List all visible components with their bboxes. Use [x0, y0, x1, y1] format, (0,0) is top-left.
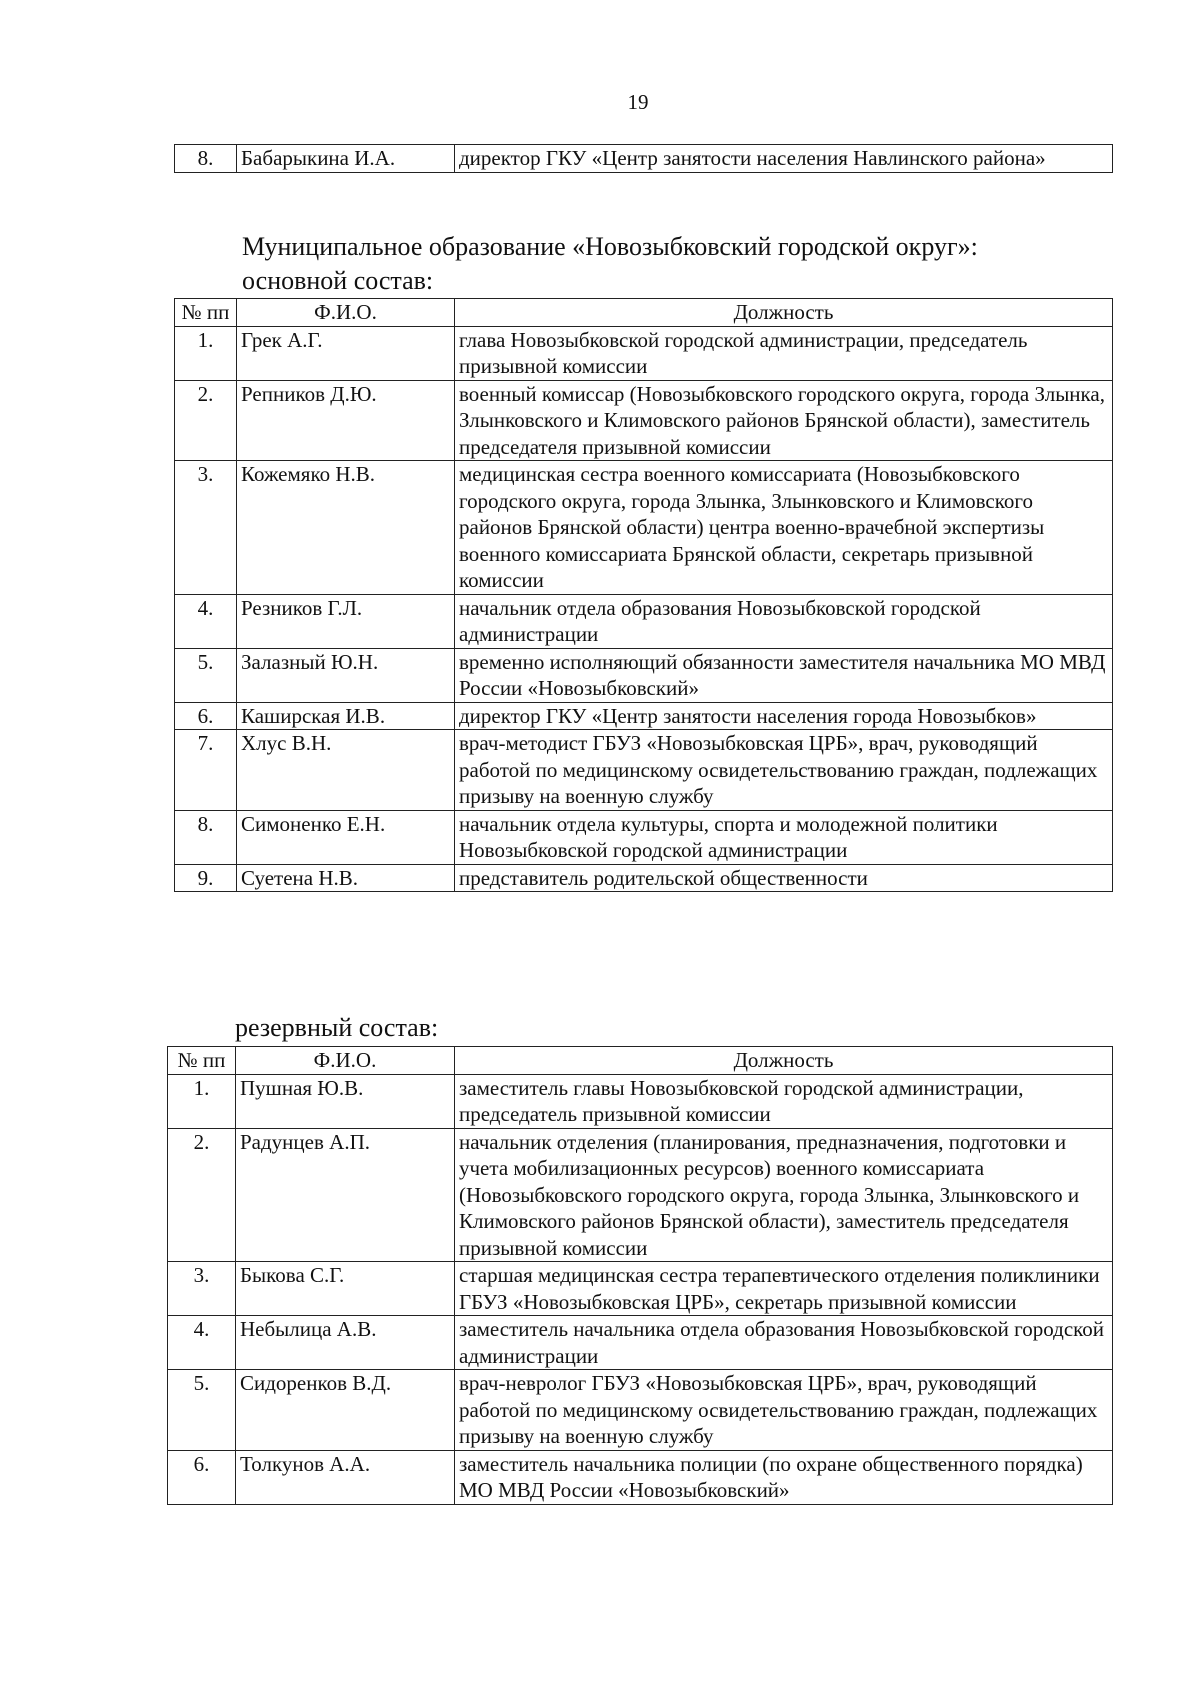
- member-name: Небылица А.В.: [236, 1316, 455, 1370]
- table-row: [175, 864, 1113, 892]
- member-position: военный комиссар (Новозыбковского городского округа, города Злынка, Злынковского и Климовского районов Брянской области), заместитель председателя призывной комиссии: [455, 380, 1113, 461]
- member-position: директор ГКУ «Центр занятости населения города Новозыбков»: [455, 702, 1113, 730]
- member-position: врач-невролог ГБУЗ «Новозыбковская ЦРБ», врач, руководящий работой по медицинскому освидетельствованию граждан, подлежащих призыву на военную службу: [455, 1370, 1113, 1451]
- reserve-composition-heading: резервный состав:: [235, 1013, 439, 1042]
- row-number: 1.: [168, 1074, 236, 1128]
- table-row: [175, 594, 1113, 648]
- member-position: глава Новозыбковской городской администрации, председатель призывной комиссии: [455, 326, 1113, 380]
- member-position: старшая медицинская сестра терапевтического отделения поликлиники ГБУЗ «Новозыбковская ЦРБ», секретарь призывной комиссии: [455, 1262, 1113, 1316]
- member-name: Резников Г.Л.: [237, 594, 455, 648]
- member-position: заместитель главы Новозыбковской городской администрации, председатель призывной комиссии: [455, 1074, 1113, 1128]
- column-header-number: № пп: [175, 299, 237, 327]
- row-number: 1.: [175, 326, 237, 380]
- row-number: 2.: [175, 380, 237, 461]
- member-name: Репников Д.Ю.: [237, 380, 455, 461]
- row-number: 3.: [175, 461, 237, 595]
- table-row: [168, 1074, 1113, 1128]
- member-position: начальник отдела образования Новозыбковской городской администрации: [455, 594, 1113, 648]
- member-name: Бабарыкина И.А.: [237, 145, 455, 173]
- column-header-name: Ф.И.О.: [236, 1047, 455, 1075]
- member-name: Суетена Н.В.: [237, 864, 455, 892]
- member-name: Грек А.Г.: [237, 326, 455, 380]
- column-header-position: Должность: [455, 299, 1113, 327]
- table-row: [168, 1450, 1113, 1504]
- member-name: Кожемяко Н.В.: [237, 461, 455, 595]
- member-name: Хлус В.Н.: [237, 730, 455, 811]
- column-header-position: Должность: [455, 1047, 1113, 1075]
- row-number: 6.: [168, 1450, 236, 1504]
- page-number: 19: [627, 90, 649, 114]
- previous-members-table: [174, 144, 1113, 173]
- member-name: Пушная Ю.В.: [236, 1074, 455, 1128]
- table-row: [168, 1316, 1113, 1370]
- table-row: [175, 145, 1113, 173]
- member-name: Толкунов А.А.: [236, 1450, 455, 1504]
- table-header-row: [175, 299, 1113, 327]
- row-number: 5.: [175, 648, 237, 702]
- row-number: 2.: [168, 1128, 236, 1262]
- row-number: 4.: [168, 1316, 236, 1370]
- table-row: [168, 1128, 1113, 1262]
- row-number: 9.: [175, 864, 237, 892]
- row-number: 5.: [168, 1370, 236, 1451]
- municipality-heading: Муниципальное образование «Новозыбковский городской округ»:: [242, 232, 978, 261]
- main-composition-table: [174, 298, 1113, 892]
- table-row: [175, 730, 1113, 811]
- member-name: Быкова С.Г.: [236, 1262, 455, 1316]
- member-position: медицинская сестра военного комиссариата (Новозыбковского городского округа, города Злынка, Злынковского и Климовского районов Брянской области) центра военно-врачебной экспертизы военного комиссариата Брянской области, секретарь призывной комиссии: [455, 461, 1113, 595]
- member-name: Симоненко Е.Н.: [237, 810, 455, 864]
- member-position: директор ГКУ «Центр занятости населения Навлинского района»: [455, 145, 1113, 173]
- member-position: заместитель начальника полиции (по охране общественного порядка) МО МВД России «Новозыбковский»: [455, 1450, 1113, 1504]
- row-number: 7.: [175, 730, 237, 811]
- table-header-row: [168, 1047, 1113, 1075]
- row-number: 3.: [168, 1262, 236, 1316]
- main-composition-heading: основной состав:: [242, 266, 434, 295]
- reserve-composition-table: [167, 1046, 1113, 1505]
- member-position: начальник отделения (планирования, предназначения, подготовки и учета мобилизационных ресурсов) военного комиссариата (Новозыбковского городского округа, города Злынка, Злынковского и Климовского районов Брянской области), заместитель председателя призывной комиссии: [455, 1128, 1113, 1262]
- row-number: 8.: [175, 810, 237, 864]
- member-name: Сидоренков В.Д.: [236, 1370, 455, 1451]
- table-row: [168, 1262, 1113, 1316]
- row-number: 8.: [175, 145, 237, 173]
- member-name: Радунцев А.П.: [236, 1128, 455, 1262]
- member-position: заместитель начальника отдела образования Новозыбковской городской администрации: [455, 1316, 1113, 1370]
- member-name: Залазный Ю.Н.: [237, 648, 455, 702]
- member-name: Каширская И.В.: [237, 702, 455, 730]
- table-row: [175, 648, 1113, 702]
- table-row: [175, 326, 1113, 380]
- column-header-number: № пп: [168, 1047, 236, 1075]
- member-position: начальник отдела культуры, спорта и молодежной политики Новозыбковской городской администрации: [455, 810, 1113, 864]
- member-position: временно исполняющий обязанности заместителя начальника МО МВД России «Новозыбковский»: [455, 648, 1113, 702]
- table-row: [168, 1370, 1113, 1451]
- row-number: 6.: [175, 702, 237, 730]
- table-row: [175, 810, 1113, 864]
- column-header-name: Ф.И.О.: [237, 299, 455, 327]
- member-position: врач-методист ГБУЗ «Новозыбковская ЦРБ», врач, руководящий работой по медицинскому освидетельствованию граждан, подлежащих призыву на военную службу: [455, 730, 1113, 811]
- table-row: [175, 380, 1113, 461]
- member-position: представитель родительской общественности: [455, 864, 1113, 892]
- table-row: [175, 702, 1113, 730]
- row-number: 4.: [175, 594, 237, 648]
- table-row: [175, 461, 1113, 595]
